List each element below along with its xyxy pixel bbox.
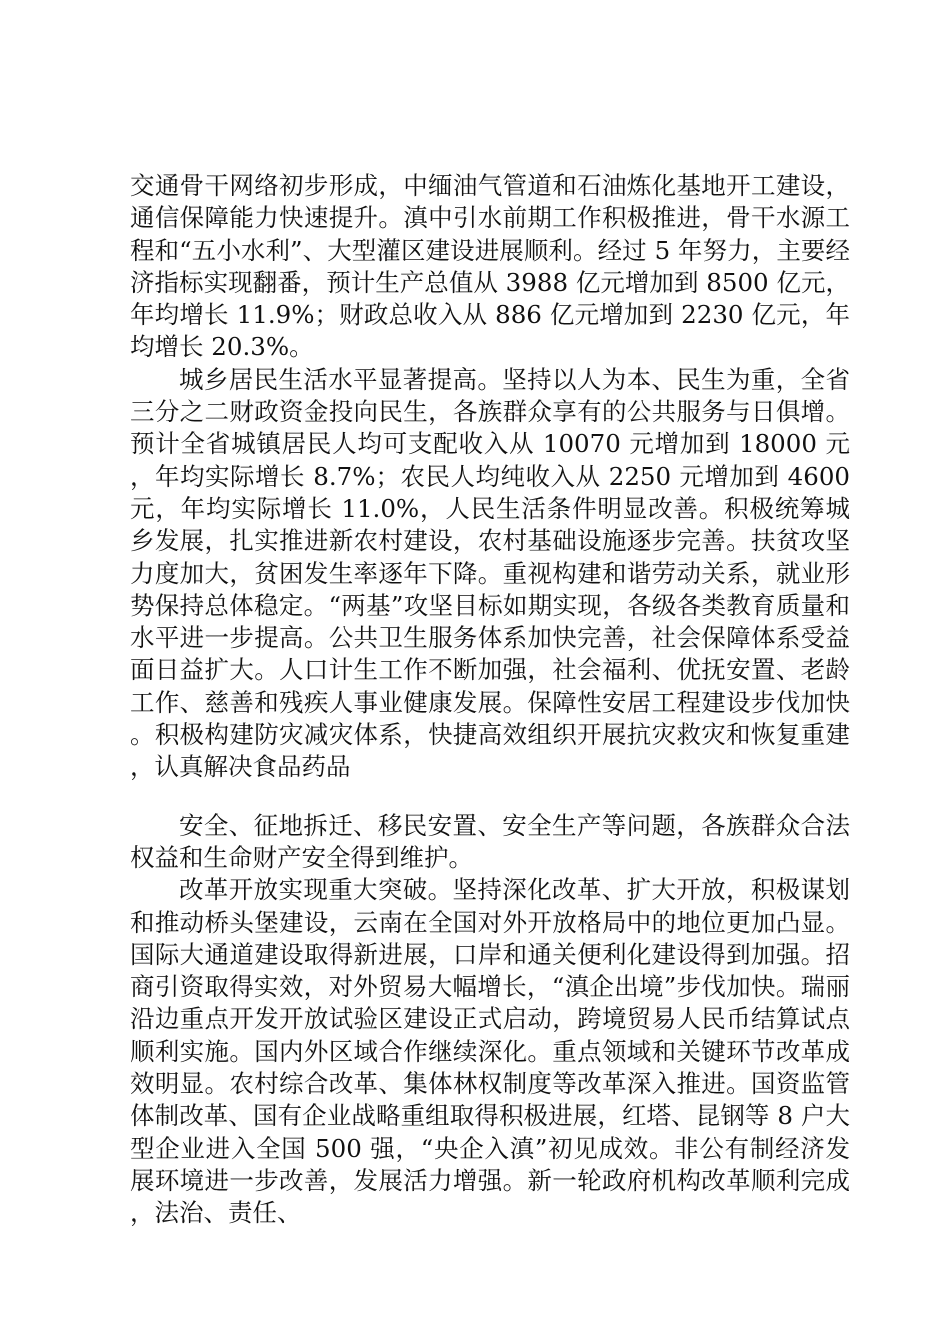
- paragraph-infrastructure-economy: 交通骨干网络初步形成，中缅油气管道和石油炼化基地开工建设，通信保障能力快速提升。滇中引水前期工作积极推进，骨干水源工程和“五小水利”、大型灌区建设进展顺利。经过 5 年努力，主要经济指标实现翻番，预计生产总值从 3988 亿元增加到 8500 亿元，年均增长 11.9%；财政总收入从 886 亿元增加到 2230 亿元，年均增长 20.3%。: [130, 171, 850, 362]
- document-body: [130, 170, 850, 1230]
- paragraph-living-standards: 城乡居民生活水平显著提高。坚持以人为本、民生为重，全省三分之二财政资金投向民生，各族群众享有的公共服务与日俱增。预计全省城镇居民人均可支配收入从 10070 元增加到 18000 元，年均实际增长 8.7%；农民人均纯收入从 2250 元增加到 4600 元，年均实际增长 11.0%，人民生活条件明显改善。积极统筹城乡发展，扎实推进新农村建设，农村基础设施逐步完善。扶贫攻坚力度加大，贫困发生率逐年下降。重视构建和谐劳动关系，就业形势保持总体稳定。“两基”攻坚目标如期实现，各级各类教育质量和水平进一步提高。公共卫生服务体系加快完善，社会保障体系受益面日益扩大。人口计生工作不断加强，社会福利、优抚安置、老龄工作、慈善和残疾人事业健康发展。保障性安居工程建设步伐加快。积极构建防灾减灾体系，快捷高效组织开展抗灾救灾和恢复重建，认真解决食品药品: [130, 364, 850, 782]
- paragraph-reform-opening: 改革开放实现重大突破。坚持深化改革、扩大开放，积极谋划和推动桥头堡建设，云南在全国对外开放格局中的地位更加凸显。国际大通道建设取得新进展，口岸和通关便利化建设得到加强。招商引资取得实效，对外贸易大幅增长，“滇企出境”步伐加快。瑞丽沿边重点开发开放试验区建设正式启动，跨境贸易人民币结算试点顺利实施。国内外区域合作继续深化。重点领域和关键环节改革成效明显。农村综合改革、集体林权制度等改革深入推进。国资监管体制改革、国有企业战略重组取得积极进展，红塔、昆钢等 8 户大型企业进入全国 500 强，“央企入滇”初见成效。非公有制经济发展环境进一步改善，发展活力增强。新一轮政府机构改革顺利完成，法治、责任、: [130, 875, 850, 1228]
- paragraph-safety-rights: 安全、征地拆迁、移民安置、安全生产等问题，各族群众合法权益和生命财产安全得到维护。: [130, 810, 850, 872]
